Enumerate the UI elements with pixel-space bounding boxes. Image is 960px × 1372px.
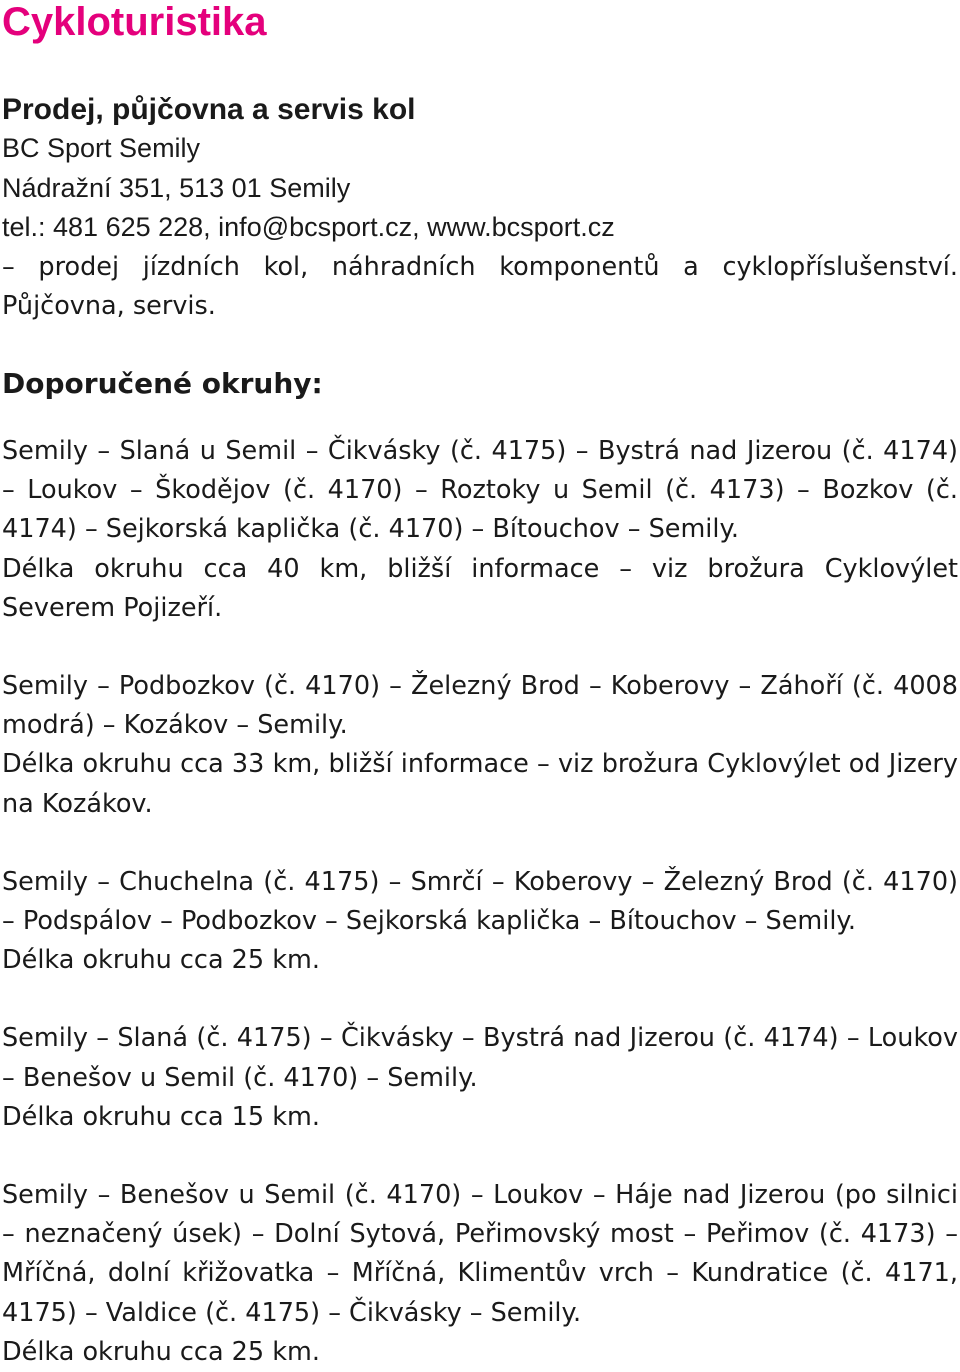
route-path: Semily – Chuchelna (č. 4175) – Smrčí – Koberovy – Železný Brod (č. 4170) – Podspálov – Podbozkov – Sejkorská kaplička – Bítouchov – Semily. bbox=[2, 866, 958, 936]
shop-description: – prodej jízdních kol, náhradních komponentů a cyklopříslušenství. Půjčovna, servis. bbox=[2, 251, 958, 321]
route-info: Délka okruhu cca 25 km. bbox=[2, 1336, 320, 1367]
route-path: Semily – Podbozkov (č. 4170) – Železný Brod – Koberovy – Záhoří (č. 4008 modrá) – Kozákov – Semily. bbox=[2, 670, 958, 741]
shop-contact-block bbox=[2, 129, 958, 248]
route-item bbox=[2, 432, 958, 628]
shop-name: BC Sport Semily bbox=[2, 133, 201, 163]
shop-contact-info: tel.: 481 625 228, info@bcsport.cz, www.bcsport.cz bbox=[2, 212, 615, 242]
route-path: Semily – Slaná u Semil – Čikvásky (č. 4175) – Bystrá nad Jizerou (č. 4174) – Loukov – Škodějov (č. 4170) – Roztoky u Semil (č. 4173) – Bozkov (č. 4174) – Sejkorská kaplička (č. 4170) – Bítouchov – Semily. bbox=[2, 435, 958, 545]
routes-heading: Doporučené okruhy: bbox=[2, 366, 323, 400]
route-path: Semily – Slaná (č. 4175) – Čikvásky – Bystrá nad Jizerou (č. 4174) – Loukov – Benešov u Semil (č. 4170) – Semily. bbox=[2, 1023, 958, 1093]
route-info: Délka okruhu cca 33 km, bližší informace – viz brožura Cyklovýlet od Jizery na Kozákov. bbox=[2, 749, 958, 819]
route-info: Délka okruhu cca 40 km, bližší informace – viz brožura Cyklovýlet Severem Pojizeří. bbox=[2, 553, 958, 623]
route-info: Délka okruhu cca 25 km. bbox=[2, 945, 320, 976]
route-path: Semily – Benešov u Semil (č. 4170) – Loukov – Háje nad Jizerou (po silnici – neznačený úsek) – Dolní Sytová, Peřimovský most – Peřimov (č. 4173) – Mříčná, dolní křižovatka – Mříčná, Klimentův vrch – Kundratice (č. 4171, 4175) – Valdice (č. 4175) – Čikvásky – Semily. bbox=[2, 1179, 958, 1328]
document-page bbox=[2, 0, 958, 1372]
page-title: Cykloturistika bbox=[2, 0, 267, 44]
route-item bbox=[2, 1176, 958, 1372]
route-info: Délka okruhu cca 15 km. bbox=[2, 1101, 320, 1132]
shop-address: Nádražní 351, 513 01 Semily bbox=[2, 172, 351, 203]
route-item bbox=[2, 863, 958, 981]
shop-heading: Prodej, půjčovna a servis kol bbox=[2, 93, 416, 126]
route-item bbox=[2, 667, 958, 824]
route-item bbox=[2, 1019, 958, 1137]
